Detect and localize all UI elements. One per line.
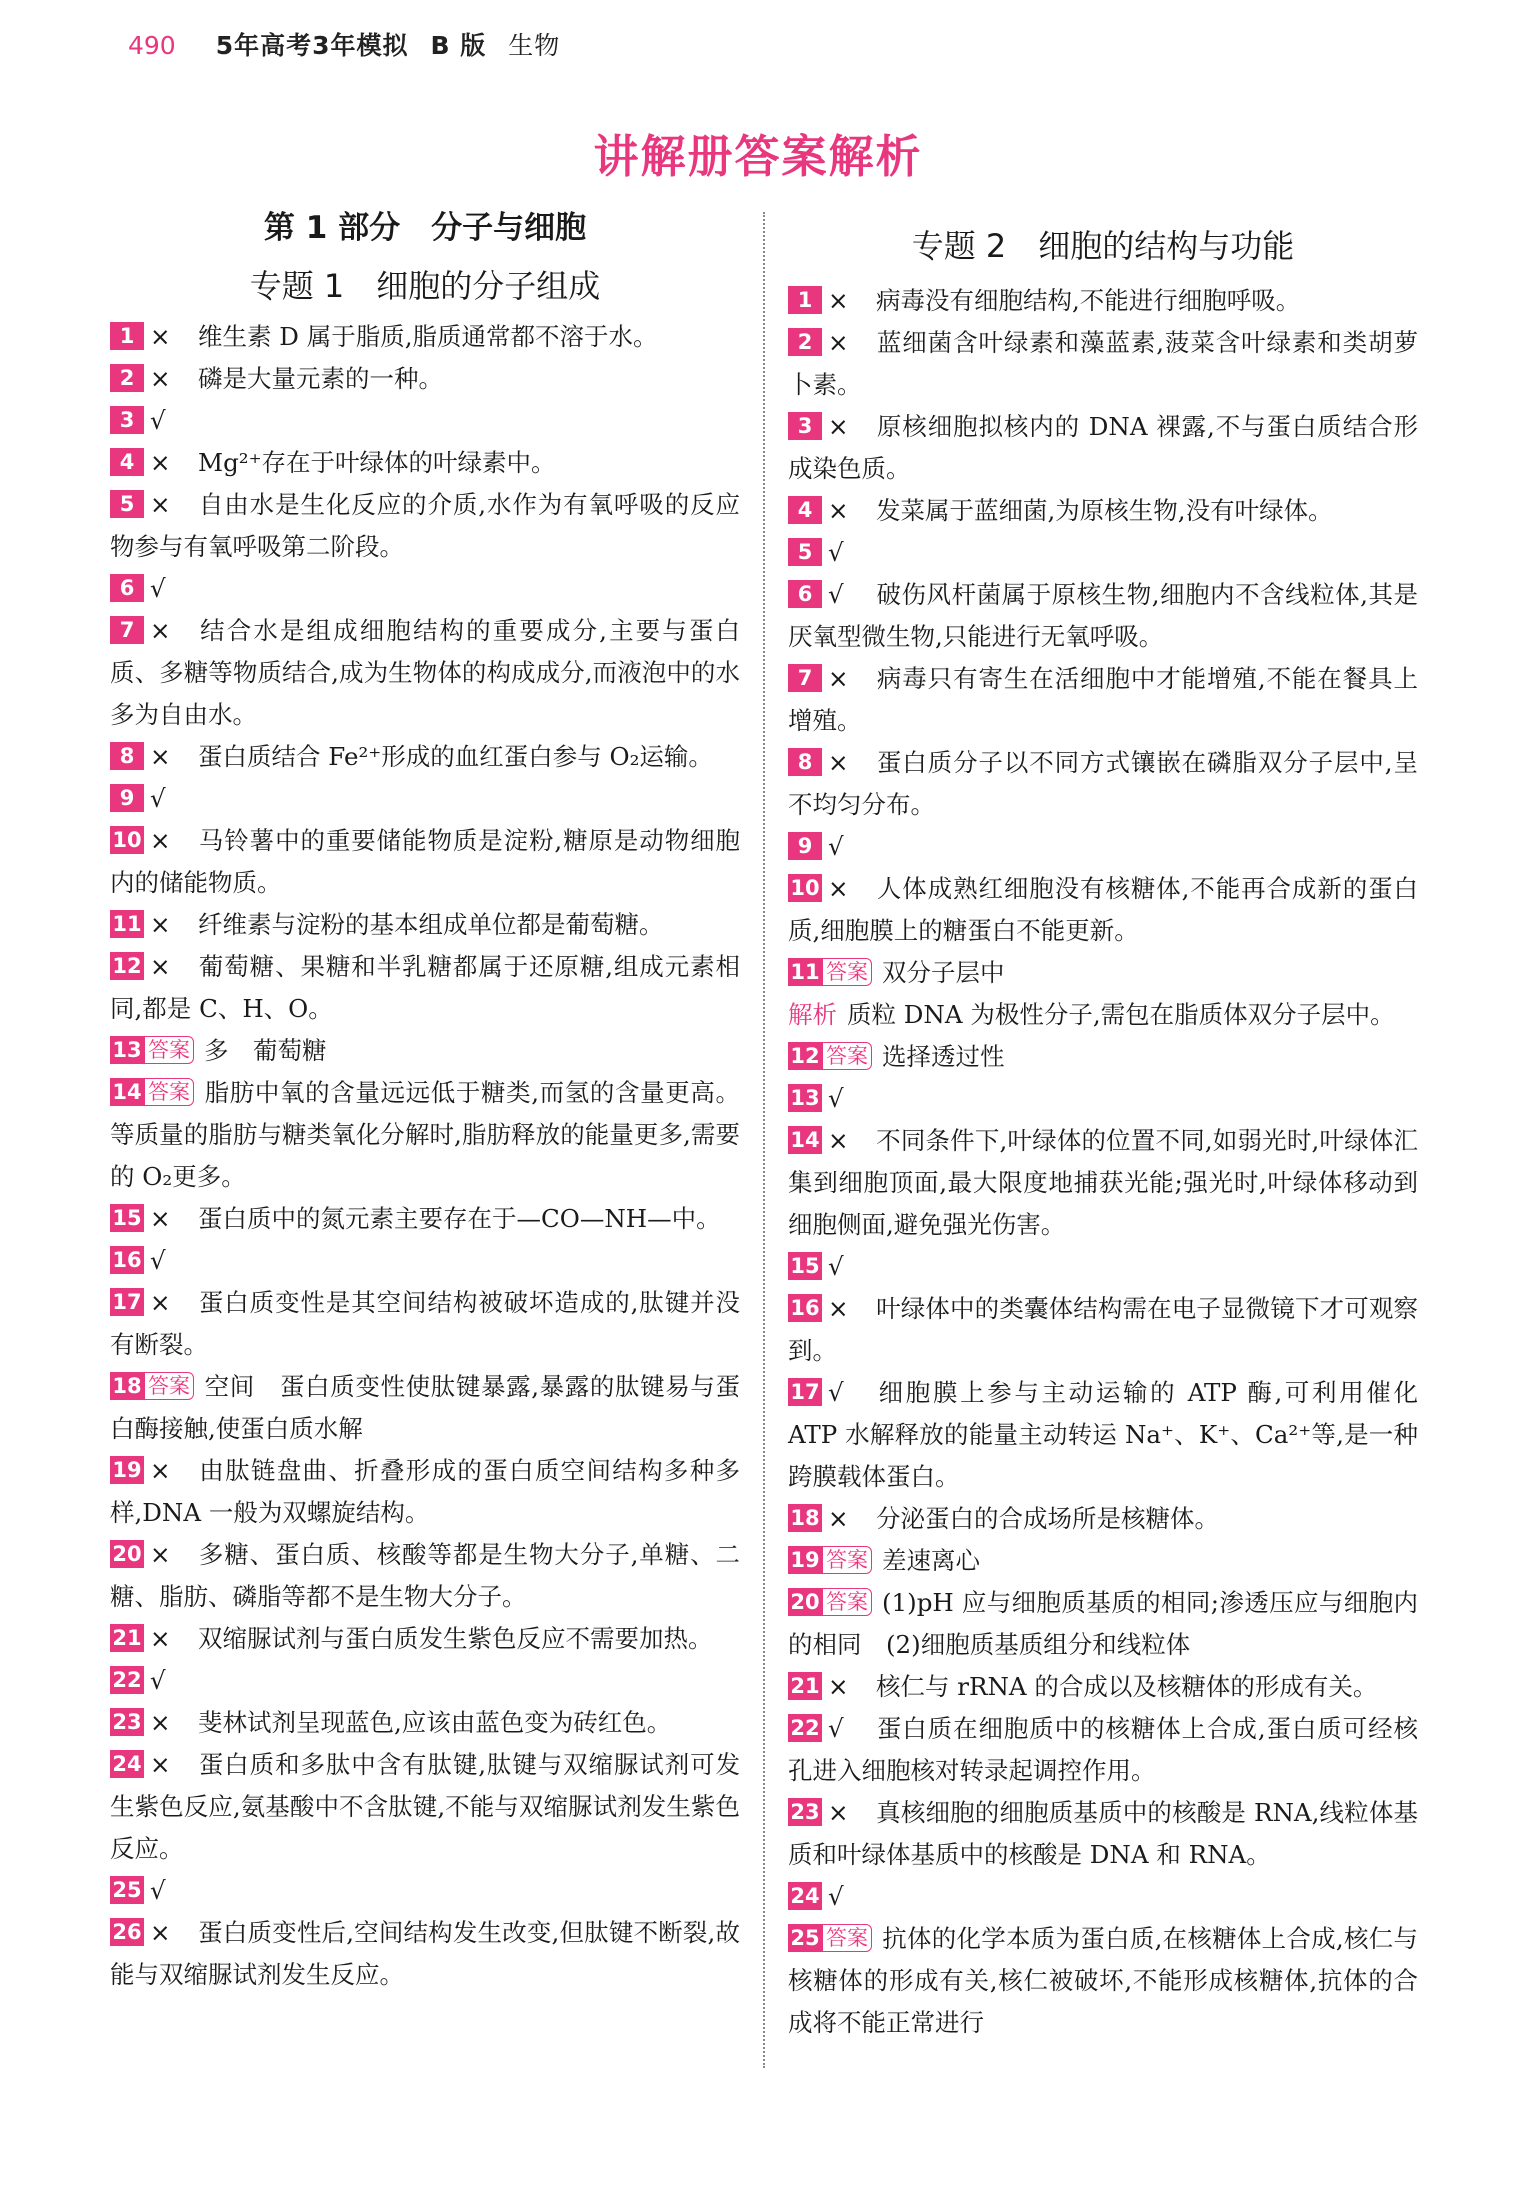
answer-tag: 答案 bbox=[822, 1546, 872, 1574]
item-number-badge: 16 bbox=[110, 1246, 144, 1274]
answer-item bbox=[110, 358, 740, 400]
wrong-mark: × bbox=[150, 490, 171, 519]
item-number-badge: 6 bbox=[110, 574, 144, 602]
item-number-badge: 20 bbox=[788, 1588, 822, 1616]
subject-label: 生物 bbox=[508, 31, 561, 60]
answer-item bbox=[788, 574, 1418, 658]
wrong-mark: × bbox=[828, 874, 849, 903]
answer-item bbox=[110, 1282, 740, 1366]
item-text: 病毒没有细胞结构,不能进行细胞呼吸。 bbox=[876, 286, 1301, 315]
left-column bbox=[110, 200, 740, 1996]
item-text: (1)pH 应与细胞质基质的相同;渗透压应与细胞内的相同 (2)细胞质基质组分和线粒体 bbox=[788, 1588, 1418, 1659]
item-number-badge: 13 bbox=[110, 1036, 144, 1064]
answer-item bbox=[110, 1534, 740, 1618]
answer-item bbox=[110, 1450, 740, 1534]
answer-item bbox=[788, 868, 1418, 952]
answer-tag: 答案 bbox=[822, 1924, 872, 1952]
item-text: 质粒 DNA 为极性分子,需包在脂质体双分子层中。 bbox=[847, 1000, 1395, 1029]
wrong-mark: × bbox=[828, 748, 849, 777]
answer-item bbox=[110, 1702, 740, 1744]
wrong-mark: × bbox=[828, 1126, 849, 1155]
answer-item bbox=[788, 322, 1418, 406]
item-number-badge: 11 bbox=[788, 958, 822, 986]
item-number-badge: 4 bbox=[110, 448, 144, 476]
wrong-mark: × bbox=[150, 1624, 171, 1653]
item-text: 蛋白质变性是其空间结构被破坏造成的,肽键并没有断裂。 bbox=[110, 1288, 740, 1359]
correct-mark: √ bbox=[828, 1714, 844, 1743]
item-number-badge: 10 bbox=[788, 874, 822, 902]
answer-item bbox=[788, 1918, 1418, 2044]
item-number-badge: 2 bbox=[788, 328, 822, 356]
item-text: 核仁与 rRNA 的合成以及核糖体的形成有关。 bbox=[876, 1672, 1378, 1701]
wrong-mark: × bbox=[828, 286, 849, 315]
item-text: 多 葡萄糖 bbox=[204, 1036, 327, 1065]
item-number-badge: 12 bbox=[788, 1042, 822, 1070]
part-title: 第 1 部分 分子与细胞 bbox=[263, 210, 587, 246]
answer-item bbox=[110, 484, 740, 568]
item-text: 蛋白质和多肽中含有肽键,肽键与双缩脲试剂可发生紫色反应,氨基酸中不含肽键,不能与双缩脲试剂发生紫色反应。 bbox=[110, 1750, 740, 1863]
item-number-badge: 23 bbox=[788, 1798, 822, 1826]
answer-item bbox=[788, 1666, 1418, 1708]
item-number-badge: 4 bbox=[788, 496, 822, 524]
item-number-badge: 5 bbox=[110, 490, 144, 518]
answer-item bbox=[788, 1078, 1418, 1120]
answer-tag: 答案 bbox=[822, 1042, 872, 1070]
item-number-badge: 21 bbox=[110, 1624, 144, 1652]
wrong-mark: × bbox=[828, 664, 849, 693]
item-number-badge: 11 bbox=[110, 910, 144, 938]
wrong-mark: × bbox=[150, 1918, 171, 1947]
item-text: 蛋白质结合 Fe²⁺形成的血红蛋白参与 O₂运输。 bbox=[198, 742, 713, 771]
wrong-mark: × bbox=[150, 364, 171, 393]
item-number-badge: 26 bbox=[110, 1918, 144, 1946]
answer-item bbox=[788, 532, 1418, 574]
item-text: 破伤风杆菌属于原核生物,细胞内不含线粒体,其是厌氧型微生物,只能进行无氧呼吸。 bbox=[788, 580, 1418, 651]
book-title bbox=[216, 26, 561, 62]
item-text: 蛋白质中的氮元素主要存在于—CO—NH—中。 bbox=[198, 1204, 721, 1233]
item-text: 不同条件下,叶绿体的位置不同,如弱光时,叶绿体汇集到细胞顶面,最大限度地捕获光能;强光时,叶绿体移动到细胞侧面,避免强光伤害。 bbox=[788, 1126, 1418, 1239]
item-number-badge: 22 bbox=[110, 1666, 144, 1694]
wrong-mark: × bbox=[150, 1288, 171, 1317]
wrong-mark: × bbox=[150, 952, 171, 981]
correct-mark: √ bbox=[828, 1084, 844, 1113]
column-divider bbox=[763, 212, 765, 2068]
answer-item bbox=[788, 1498, 1418, 1540]
answer-item bbox=[110, 1618, 740, 1660]
item-number-badge: 3 bbox=[110, 406, 144, 434]
item-number-badge: 5 bbox=[788, 538, 822, 566]
item-number-badge: 8 bbox=[110, 742, 144, 770]
answer-item bbox=[110, 1198, 740, 1240]
wrong-mark: × bbox=[150, 322, 171, 351]
answer-item bbox=[788, 1792, 1418, 1876]
answer-item bbox=[788, 280, 1418, 322]
answer-item bbox=[788, 1372, 1418, 1498]
item-text: 空间 蛋白质变性使肽键暴露,暴露的肽键易与蛋白酶接触,使蛋白质水解 bbox=[110, 1372, 740, 1443]
item-number-badge: 16 bbox=[788, 1294, 822, 1322]
wrong-mark: × bbox=[828, 1294, 849, 1323]
correct-mark: √ bbox=[150, 574, 166, 603]
item-number-badge: 1 bbox=[788, 286, 822, 314]
topic-1-title: 专题 1 细胞的分子组成 bbox=[249, 267, 601, 305]
item-number-badge: 9 bbox=[110, 784, 144, 812]
wrong-mark: × bbox=[150, 448, 171, 477]
item-number-badge: 7 bbox=[110, 616, 144, 644]
answer-item bbox=[110, 1870, 740, 1912]
correct-mark: √ bbox=[828, 538, 844, 567]
item-number-badge: 25 bbox=[788, 1924, 822, 1952]
item-number-badge: 21 bbox=[788, 1672, 822, 1700]
answer-item bbox=[788, 1708, 1418, 1792]
correct-mark: √ bbox=[828, 1378, 844, 1407]
item-text: 磷是大量元素的一种。 bbox=[198, 364, 443, 393]
correct-mark: √ bbox=[828, 580, 844, 609]
item-text: 蛋白质在细胞质中的核糖体上合成,蛋白质可经核孔进入细胞核对转录起调控作用。 bbox=[788, 1714, 1418, 1785]
answer-item bbox=[110, 1660, 740, 1702]
item-text: 发菜属于蓝细菌,为原核生物,没有叶绿体。 bbox=[876, 496, 1333, 525]
wrong-mark: × bbox=[150, 1456, 171, 1485]
answer-item bbox=[788, 742, 1418, 826]
item-number-badge: 18 bbox=[110, 1372, 144, 1400]
answer-item bbox=[110, 400, 740, 442]
item-text: 选择透过性 bbox=[882, 1042, 1005, 1071]
page-header bbox=[128, 26, 560, 62]
answer-item bbox=[788, 490, 1418, 532]
answer-item bbox=[110, 316, 740, 358]
answer-item bbox=[788, 658, 1418, 742]
item-number-badge: 25 bbox=[110, 1876, 144, 1904]
answer-item bbox=[788, 1582, 1418, 1666]
wrong-mark: × bbox=[828, 1798, 849, 1827]
item-text: 差速离心 bbox=[882, 1546, 980, 1575]
item-number-badge: 3 bbox=[788, 412, 822, 440]
page-number: 490 bbox=[128, 31, 176, 60]
item-text: 分泌蛋白的合成场所是核糖体。 bbox=[876, 1504, 1219, 1533]
answer-item bbox=[788, 1036, 1418, 1078]
answer-item bbox=[110, 1030, 740, 1072]
topic-2-answers bbox=[788, 280, 1418, 2044]
answer-item bbox=[788, 1540, 1418, 1582]
answer-item bbox=[110, 1240, 740, 1282]
item-number-badge: 6 bbox=[788, 580, 822, 608]
topic-1-answers bbox=[110, 316, 740, 1996]
answer-tag: 答案 bbox=[144, 1372, 194, 1400]
correct-mark: √ bbox=[150, 784, 166, 813]
item-number-badge: 1 bbox=[110, 322, 144, 350]
wrong-mark: × bbox=[150, 910, 171, 939]
wrong-mark: × bbox=[828, 412, 849, 441]
right-column bbox=[788, 200, 1418, 2044]
item-text: 由肽链盘曲、折叠形成的蛋白质空间结构多种多样,DNA 一般为双螺旋结构。 bbox=[110, 1456, 740, 1527]
item-number-badge: 8 bbox=[788, 748, 822, 776]
answer-item bbox=[788, 826, 1418, 868]
item-number-badge: 24 bbox=[110, 1750, 144, 1778]
item-number-badge: 18 bbox=[788, 1504, 822, 1532]
answer-item bbox=[110, 1366, 740, 1450]
item-number-badge: 15 bbox=[110, 1204, 144, 1232]
item-text: 人体成熟红细胞没有核糖体,不能再合成新的蛋白质,细胞膜上的糖蛋白不能更新。 bbox=[788, 874, 1418, 945]
answer-item bbox=[788, 1246, 1418, 1288]
item-number-badge: 14 bbox=[110, 1078, 144, 1106]
wrong-mark: × bbox=[150, 1540, 171, 1569]
item-text: Mg²⁺存在于叶绿体的叶绿素中。 bbox=[198, 448, 556, 477]
item-text: 维生素 D 属于脂质,脂质通常都不溶于水。 bbox=[198, 322, 658, 351]
answer-tag: 答案 bbox=[144, 1036, 194, 1064]
answer-tag: 答案 bbox=[822, 1588, 872, 1616]
answer-tag: 答案 bbox=[144, 1078, 194, 1106]
main-title: 讲解册答案解析 bbox=[593, 130, 923, 183]
item-number-badge: 14 bbox=[788, 1126, 822, 1154]
item-number-badge: 7 bbox=[788, 664, 822, 692]
answer-item bbox=[788, 1288, 1418, 1372]
answer-item bbox=[788, 406, 1418, 490]
answer-item bbox=[788, 994, 1418, 1036]
item-number-badge: 13 bbox=[788, 1084, 822, 1112]
explanation-label: 解析 bbox=[788, 1000, 837, 1029]
item-text: 双缩脲试剂与蛋白质发生紫色反应不需要加热。 bbox=[198, 1624, 713, 1653]
item-text: 自由水是生化反应的介质,水作为有氧呼吸的反应物参与有氧呼吸第二阶段。 bbox=[110, 490, 740, 561]
answer-item bbox=[788, 1120, 1418, 1246]
wrong-mark: × bbox=[828, 496, 849, 525]
item-text: 蓝细菌含叶绿素和藻蓝素,菠菜含叶绿素和类胡萝卜素。 bbox=[788, 328, 1418, 399]
wrong-mark: × bbox=[150, 1204, 171, 1233]
item-number-badge: 17 bbox=[110, 1288, 144, 1316]
item-text: 马铃薯中的重要储能物质是淀粉,糖原是动物细胞内的储能物质。 bbox=[110, 826, 740, 897]
answer-item bbox=[110, 610, 740, 736]
item-number-badge: 2 bbox=[110, 364, 144, 392]
item-text: 抗体的化学本质为蛋白质,在核糖体上合成,核仁与核糖体的形成有关,核仁被破坏,不能形成核糖体,抗体的合成将不能正常进行 bbox=[788, 1924, 1418, 2037]
answer-item bbox=[110, 1912, 740, 1996]
correct-mark: √ bbox=[828, 1882, 844, 1911]
answer-item bbox=[110, 568, 740, 610]
correct-mark: √ bbox=[150, 406, 166, 435]
edition-label: B 版 bbox=[430, 31, 487, 60]
item-text: 细胞膜上参与主动运输的 ATP 酶,可利用催化 ATP 水解释放的能量主动转运 Na⁺、K⁺、Ca²⁺等,是一种跨膜载体蛋白。 bbox=[788, 1378, 1418, 1491]
item-number-badge: 23 bbox=[110, 1708, 144, 1736]
item-number-badge: 15 bbox=[788, 1252, 822, 1280]
item-text: 葡萄糖、果糖和半乳糖都属于还原糖,组成元素相同,都是 C、H、O。 bbox=[110, 952, 740, 1023]
item-text: 蛋白质分子以不同方式镶嵌在磷脂双分子层中,呈不均匀分布。 bbox=[788, 748, 1418, 819]
item-number-badge: 10 bbox=[110, 826, 144, 854]
item-number-badge: 19 bbox=[788, 1546, 822, 1574]
book-name: 5年高考3年模拟 bbox=[215, 31, 409, 60]
correct-mark: √ bbox=[150, 1876, 166, 1905]
answer-item bbox=[110, 1744, 740, 1870]
answer-item bbox=[110, 904, 740, 946]
item-number-badge: 20 bbox=[110, 1540, 144, 1568]
item-text: 斐林试剂呈现蓝色,应该由蓝色变为砖红色。 bbox=[198, 1708, 672, 1737]
wrong-mark: × bbox=[150, 1708, 171, 1737]
item-text: 真核细胞的细胞质基质中的核酸是 RNA,线粒体基质和叶绿体基质中的核酸是 DNA 和 RNA。 bbox=[788, 1798, 1418, 1869]
item-text: 多糖、蛋白质、核酸等都是生物大分子,单糖、二糖、脂肪、磷脂等都不是生物大分子。 bbox=[110, 1540, 740, 1611]
item-number-badge: 9 bbox=[788, 832, 822, 860]
item-number-badge: 22 bbox=[788, 1714, 822, 1742]
item-text: 结合水是组成细胞结构的重要成分,主要与蛋白质、多糖等物质结合,成为生物体的构成成分,而液泡中的水多为自由水。 bbox=[110, 616, 740, 729]
answer-item bbox=[110, 442, 740, 484]
item-text: 双分子层中 bbox=[882, 958, 1005, 987]
item-text: 原核细胞拟核内的 DNA 裸露,不与蛋白质结合形成染色质。 bbox=[788, 412, 1418, 483]
item-number-badge: 19 bbox=[110, 1456, 144, 1484]
correct-mark: √ bbox=[150, 1246, 166, 1275]
item-number-badge: 12 bbox=[110, 952, 144, 980]
item-text: 叶绿体中的类囊体结构需在电子显微镜下才可观察到。 bbox=[788, 1294, 1418, 1365]
item-text: 病毒只有寄生在活细胞中才能增殖,不能在餐具上增殖。 bbox=[788, 664, 1418, 735]
wrong-mark: × bbox=[828, 1504, 849, 1533]
answer-item bbox=[110, 778, 740, 820]
answer-item bbox=[110, 946, 740, 1030]
wrong-mark: × bbox=[150, 826, 171, 855]
answer-tag: 答案 bbox=[822, 958, 872, 986]
topic-2-title: 专题 2 细胞的结构与功能 bbox=[911, 227, 1295, 265]
wrong-mark: × bbox=[150, 616, 171, 645]
answer-item bbox=[110, 736, 740, 778]
wrong-mark: × bbox=[828, 1672, 849, 1701]
wrong-mark: × bbox=[150, 1750, 171, 1779]
answer-item bbox=[788, 1876, 1418, 1918]
correct-mark: √ bbox=[828, 832, 844, 861]
correct-mark: √ bbox=[828, 1252, 844, 1281]
item-text: 脂肪中氧的含量远远低于糖类,而氢的含量更高。等质量的脂肪与糖类氧化分解时,脂肪释放的能量更多,需要的 O₂更多。 bbox=[110, 1078, 740, 1191]
answer-item bbox=[110, 820, 740, 904]
answer-item bbox=[110, 1072, 740, 1198]
item-text: 蛋白质变性后,空间结构发生改变,但肽键不断裂,故能与双缩脲试剂发生反应。 bbox=[110, 1918, 740, 1989]
item-number-badge: 24 bbox=[788, 1882, 822, 1910]
answer-item bbox=[788, 952, 1418, 994]
correct-mark: √ bbox=[150, 1666, 166, 1695]
item-number-badge: 17 bbox=[788, 1378, 822, 1406]
wrong-mark: × bbox=[150, 742, 171, 771]
item-text: 纤维素与淀粉的基本组成单位都是葡萄糖。 bbox=[198, 910, 664, 939]
wrong-mark: × bbox=[828, 328, 849, 357]
